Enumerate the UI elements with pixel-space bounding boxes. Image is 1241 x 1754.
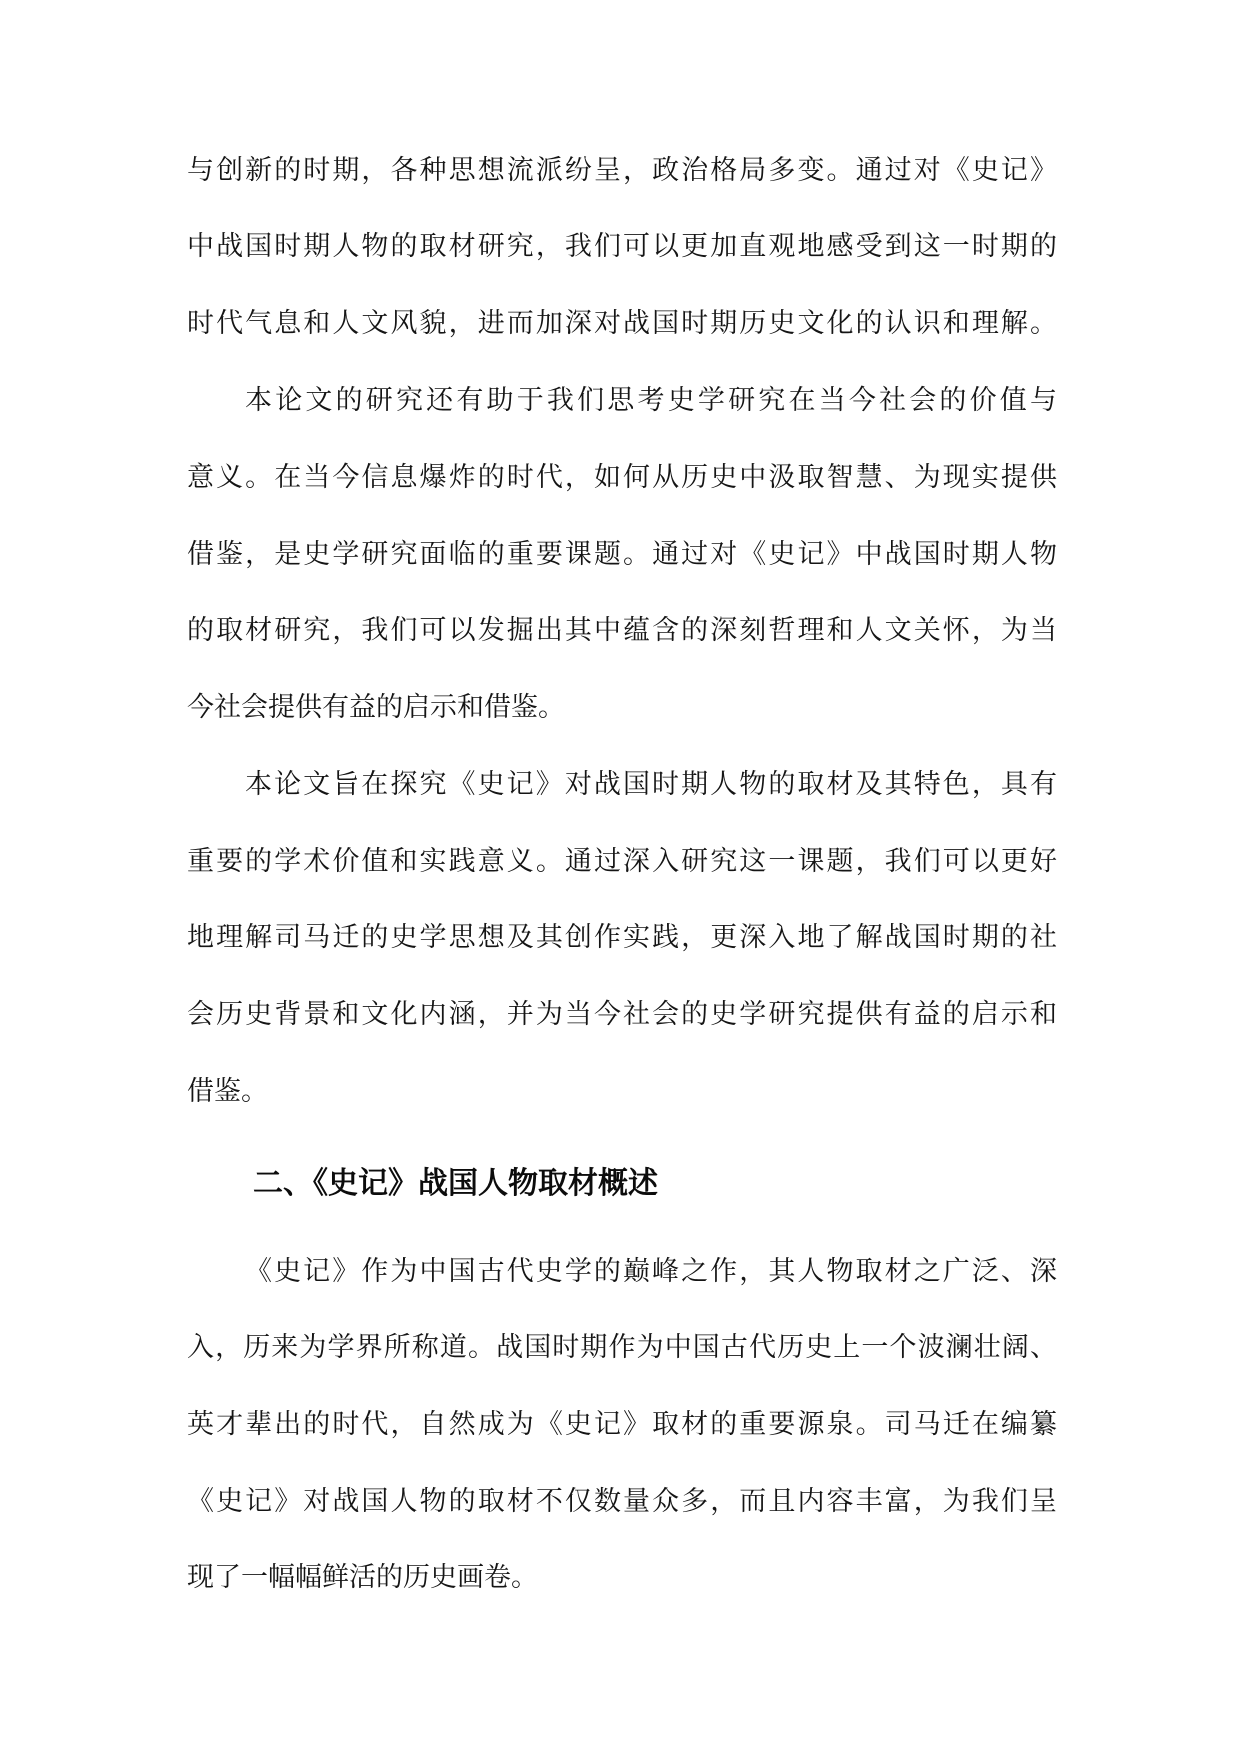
paragraph-line: 《史记》作为中国古代史学的巅峰之作，其人物取材之广泛、深 bbox=[245, 1256, 1057, 1287]
paragraph-line: 本论文旨在探究《史记》对战国时期人物的取材及其特色，具有 bbox=[245, 769, 1057, 800]
paragraph-line: 与创新的时期，各种思想流派纷呈，政治格局多变。通过对《史记》 bbox=[187, 155, 1057, 186]
paragraph-line: 时代气息和人文风貌，进而加深对战国时期历史文化的认识和理解。 bbox=[187, 308, 1057, 339]
paragraph-line: 今社会提供有益的启示和借鉴。 bbox=[187, 692, 565, 723]
paragraph-line: 本论文的研究还有助于我们思考史学研究在当今社会的价值与 bbox=[245, 385, 1057, 416]
paragraph-line: 现了一幅幅鲜活的历史画卷。 bbox=[187, 1562, 538, 1593]
section-heading: 二、《史记》战国人物取材概述 bbox=[253, 1166, 658, 1201]
paragraph-line: 会历史背景和文化内涵，并为当今社会的史学研究提供有益的启示和 bbox=[187, 999, 1057, 1030]
paragraph-line: 《史记》对战国人物的取材不仅数量众多，而且内容丰富，为我们呈 bbox=[187, 1486, 1057, 1517]
paragraph-line: 意义。在当今信息爆炸的时代，如何从历史中汲取智慧、为现实提供 bbox=[187, 462, 1057, 493]
paragraph-line: 入，历来为学界所称道。战国时期作为中国古代历史上一个波澜壮阔、 bbox=[187, 1332, 1057, 1363]
paragraph-line: 借鉴。 bbox=[187, 1076, 268, 1107]
paragraph-line: 地理解司马迁的史学思想及其创作实践，更深入地了解战国时期的社 bbox=[187, 922, 1057, 953]
paragraph-line: 中战国时期人物的取材研究，我们可以更加直观地感受到这一时期的 bbox=[187, 231, 1057, 262]
paragraph-line: 重要的学术价值和实践意义。通过深入研究这一课题，我们可以更好 bbox=[187, 846, 1057, 877]
paragraph-line: 的取材研究，我们可以发掘出其中蕴含的深刻哲理和人文关怀，为当 bbox=[187, 615, 1057, 646]
paragraph-line: 借鉴，是史学研究面临的重要课题。通过对《史记》中战国时期人物 bbox=[187, 539, 1057, 570]
paragraph-line: 英才辈出的时代，自然成为《史记》取材的重要源泉。司马迁在编纂 bbox=[187, 1409, 1057, 1440]
